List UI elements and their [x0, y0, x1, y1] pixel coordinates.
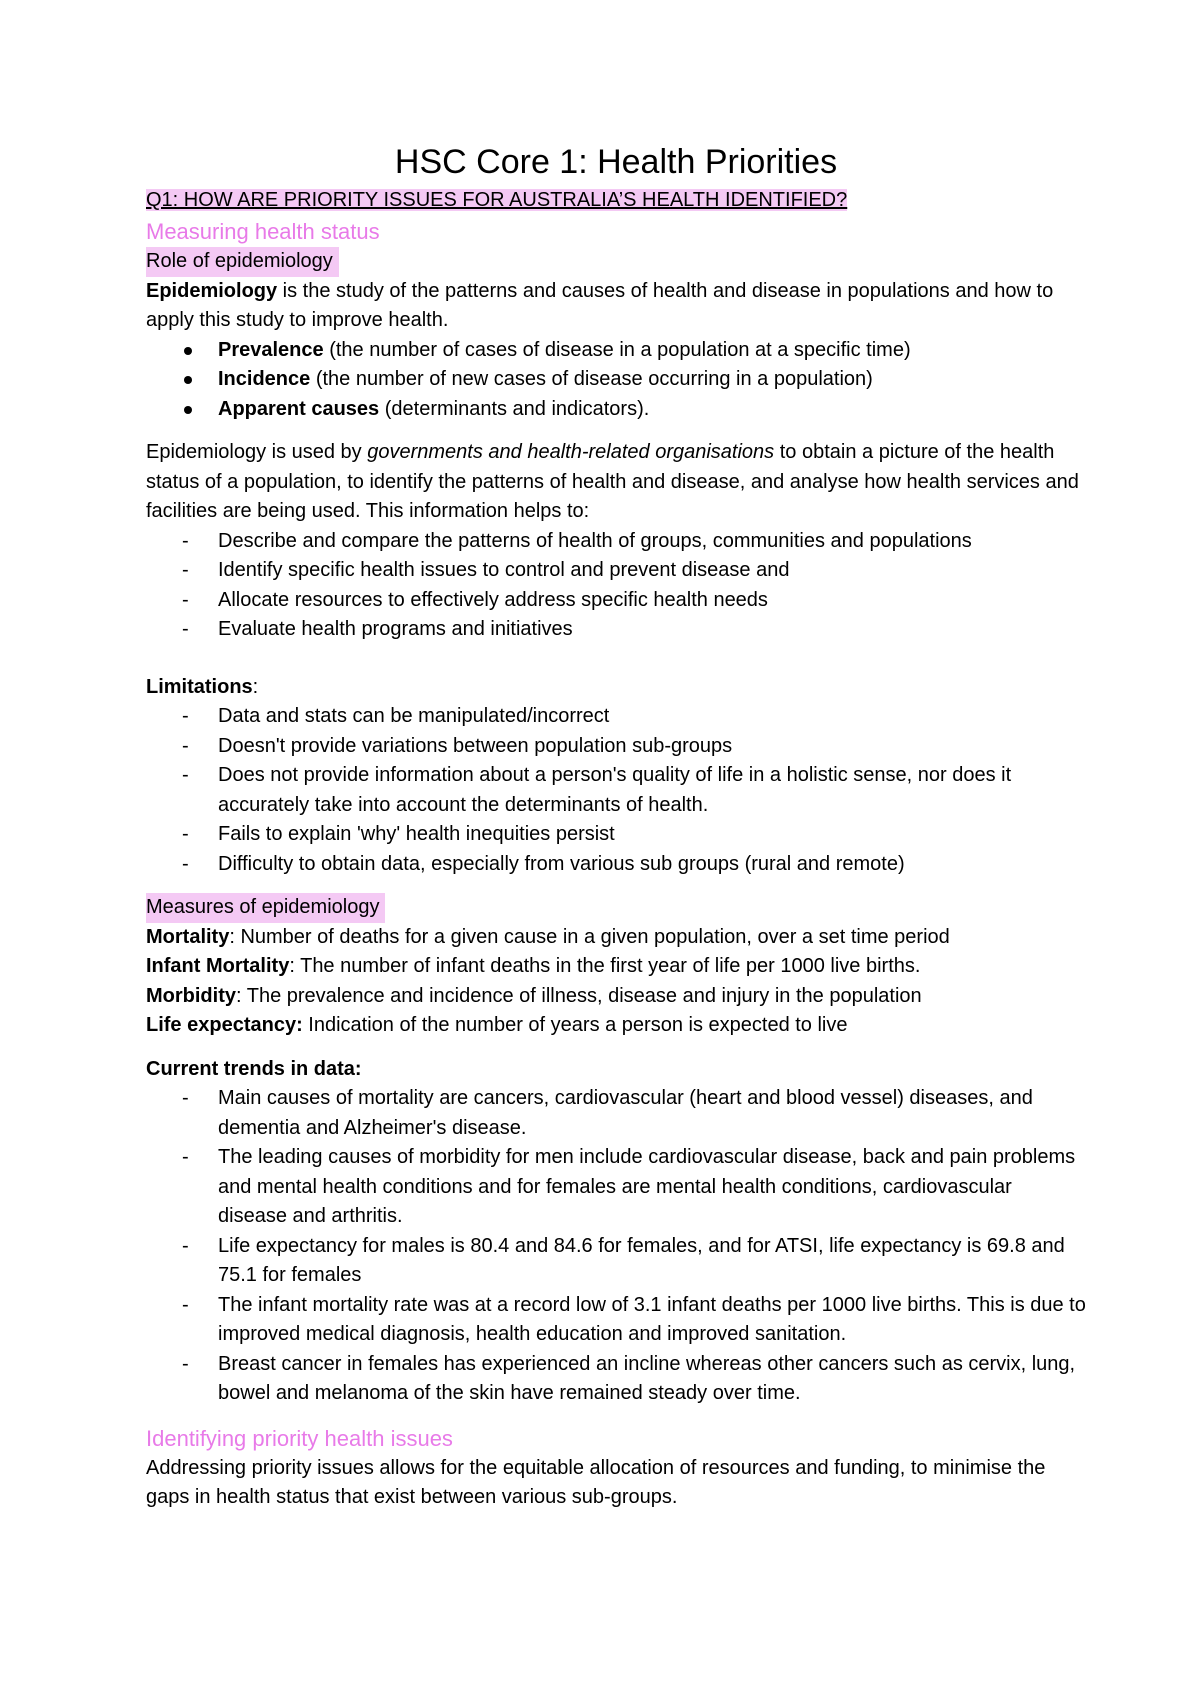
section-heading-measuring: Measuring health status: [146, 219, 380, 244]
list-item: [218, 395, 1086, 425]
helps-list: [146, 527, 1086, 645]
usage-text-italic: governments and health-related organisations: [367, 441, 775, 463]
limitations-label-text: Limitations: [146, 675, 253, 698]
epidemiology-definition-text: is the study of the patterns and causes of health and disease in populations and how to apply this study to improve health.: [146, 279, 1054, 331]
limitations-list: [146, 702, 1086, 879]
bullet-text: (determinants and indicators).: [379, 397, 650, 420]
trends-list: [146, 1084, 1086, 1409]
subheading-role-of-epidemiology: [146, 247, 1086, 277]
list-item: - Does not provide information about a person's quality of life in a holistic sense, nor does it accurately take into account the determinants of health.: [218, 761, 1086, 820]
trends-label-text: Current trends in data:: [146, 1057, 362, 1080]
list-item: - Difficulty to obtain data, especially from various sub groups (rural and remote): [218, 850, 1086, 880]
limitations-colon: :: [252, 675, 259, 698]
subheading-measures-of-epidemiology: [146, 893, 1086, 923]
bullet-term: Prevalence: [218, 338, 324, 361]
list-item: - Fails to explain 'why' health inequities persist: [218, 820, 1086, 850]
list-item: - Doesn't provide variations between population sub-groups: [218, 732, 1086, 762]
list-item: - The leading causes of morbidity for men include cardiovascular disease, back and pain problems and mental health conditions and for females are mental health conditions, cardiovascular disease and arthritis.: [218, 1143, 1086, 1232]
list-item: - Identify specific health issues to control and prevent disease and: [218, 556, 1086, 586]
measure-morbidity: [146, 982, 1086, 1012]
document-page: [146, 140, 1086, 1513]
list-item: - Evaluate health programs and initiatives: [218, 615, 1086, 645]
question-heading-text: Q1: HOW ARE PRIORITY ISSUES FOR AUSTRALIA’S HEALTH IDENTIFIED?: [146, 189, 848, 211]
question-heading: [146, 186, 1086, 214]
bullet-term: Incidence: [218, 368, 311, 390]
list-item: - Life expectancy for males is 80.4 and 84.6 for females, and for ATSI, life expectancy is 69.8 and 75.1 for females: [218, 1232, 1086, 1291]
epidemiology-usage-paragraph: [146, 438, 1086, 527]
list-item: - Main causes of mortality are cancers, cardiovascular (heart and blood vessel) diseases, and dementia and Alzheimer's disease.: [218, 1084, 1086, 1143]
measure-text: : The prevalence and incidence of illness, disease and injury in the population: [236, 984, 922, 1007]
measure-mortality: [146, 923, 1086, 953]
list-item: - The infant mortality rate was at a record low of 3.1 infant deaths per 1000 live births. This is due to improved medical diagnosis, health education and improved sanitation.: [218, 1291, 1086, 1350]
list-item: - Describe and compare the patterns of health of groups, communities and populations: [218, 527, 1086, 557]
measure-term: Life expectancy:: [146, 1014, 303, 1036]
limitations-label: [146, 673, 1086, 703]
epidemiology-definition: [146, 277, 1086, 336]
bullet-term: Apparent causes: [218, 397, 380, 420]
list-item: [218, 365, 1086, 395]
measure-infant-mortality: [146, 952, 1086, 982]
measure-text: Indication of the number of years a person is expected to live: [302, 1014, 848, 1036]
bullet-text: (the number of new cases of disease occurring in a population): [310, 368, 873, 390]
list-item: [218, 336, 1086, 366]
subheading-measures-text: Measures of epidemiology: [146, 893, 385, 923]
bullet-text: (the number of cases of disease in a population at a specific time): [323, 338, 911, 361]
trends-label: [146, 1055, 1086, 1085]
measure-term: Infant Mortality: [146, 955, 290, 977]
page-title: HSC Core 1: Health Priorities: [394, 143, 838, 181]
usage-text-b: to obtain a picture of the health status of a population, to identify the patterns of health and disease, and analyse how health services and facilities are being used. This information helps to:: [146, 441, 1079, 522]
measure-term: Mortality: [146, 925, 230, 948]
section-heading-identifying: Identifying priority health issues: [146, 1425, 453, 1451]
usage-text-a: Epidemiology is used by: [146, 441, 368, 463]
measure-text: : Number of deaths for a given cause in a given population, over a set time period: [229, 925, 950, 948]
measure-life-expectancy: [146, 1011, 1086, 1041]
list-item: - Data and stats can be manipulated/incorrect: [218, 702, 1086, 732]
identifying-paragraph: Addressing priority issues allows for the equitable allocation of resources and funding, to minimise the gaps in health status that exist between various sub-groups.: [146, 1456, 1046, 1508]
measure-text: : The number of infant deaths in the first year of life per 1000 live births.: [289, 955, 921, 977]
epidemiology-term: Epidemiology: [146, 279, 278, 302]
measure-term: Morbidity: [146, 984, 236, 1007]
subheading-role-text: Role of epidemiology: [146, 247, 339, 277]
list-item: - Breast cancer in females has experienced an incline whereas other cancers such as cervix, lung, bowel and melanoma of the skin have remained steady over time.: [218, 1350, 1086, 1409]
list-item: - Allocate resources to effectively address specific health needs: [218, 586, 1086, 616]
epidemiology-bullet-list: [146, 336, 1086, 425]
